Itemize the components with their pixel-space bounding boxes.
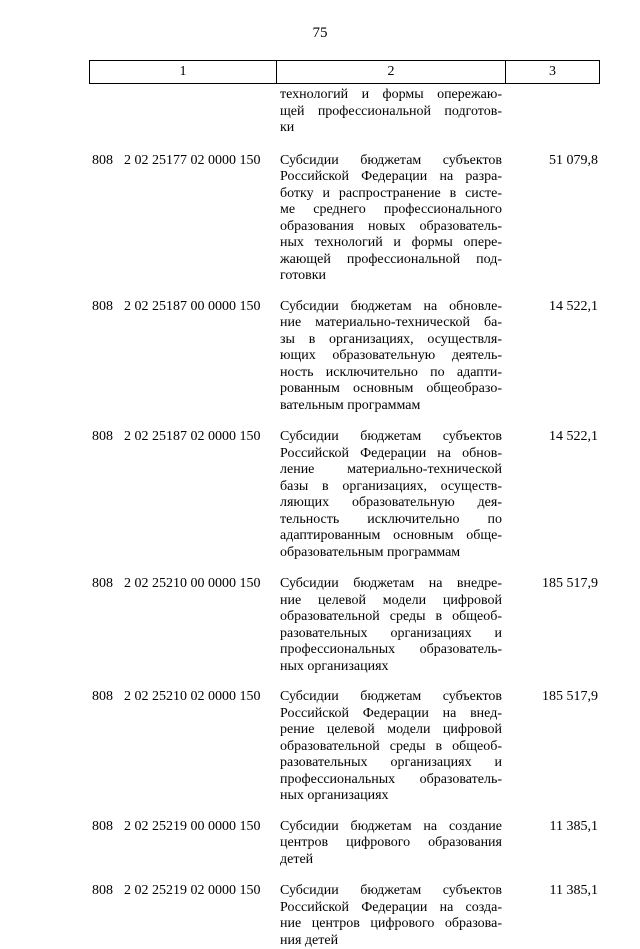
description-line: разовательных организациях и bbox=[280, 755, 502, 772]
row-description bbox=[280, 153, 502, 285]
admin-code: 808 bbox=[92, 819, 118, 836]
table-body bbox=[0, 87, 640, 949]
amount: 11 385,1 bbox=[550, 819, 598, 836]
description-line: Российской Федерации на разра- bbox=[280, 169, 502, 186]
continuation-description bbox=[280, 87, 502, 137]
description-line: базы в организациях, осуществ- bbox=[280, 479, 502, 496]
continuation-row bbox=[0, 87, 640, 137]
amount: 51 079,8 bbox=[549, 153, 598, 170]
table-row bbox=[0, 429, 640, 561]
description-line: рение целевой модели цифровой bbox=[280, 722, 502, 739]
description-line: Субсидии бюджетам на обновле- bbox=[280, 299, 502, 316]
admin-code: 808 bbox=[92, 689, 118, 706]
budget-code: 2 02 25210 00 0000 150 bbox=[124, 576, 276, 593]
row-description bbox=[280, 299, 502, 415]
description-line: разовательных организациях и bbox=[280, 626, 502, 643]
description-line: технологий и формы опережаю- bbox=[280, 87, 502, 104]
budget-code: 2 02 25187 02 0000 150 bbox=[124, 429, 276, 446]
admin-code: 808 bbox=[92, 576, 118, 593]
row-description bbox=[280, 883, 502, 949]
description-line: ных организациях bbox=[280, 788, 502, 805]
description-line: Субсидии бюджетам на создание bbox=[280, 819, 502, 836]
description-line: ние материально-технической ба- bbox=[280, 315, 502, 332]
amount: 185 517,9 bbox=[542, 689, 598, 706]
description-line: центров цифрового образования bbox=[280, 835, 502, 852]
admin-code: 808 bbox=[92, 153, 118, 170]
table-row bbox=[0, 576, 640, 675]
description-line: ных технологий и формы опере- bbox=[280, 235, 502, 252]
description-line: Субсидии бюджетам субъектов bbox=[280, 883, 502, 900]
description-line: ние центров цифрового образова- bbox=[280, 916, 502, 933]
budget-code: 2 02 25219 00 0000 150 bbox=[124, 819, 276, 836]
description-line: Российской Федерации на внед- bbox=[280, 706, 502, 723]
description-line: ния детей bbox=[280, 933, 502, 949]
description-line: зы в организациях, осуществля- bbox=[280, 332, 502, 349]
table-row bbox=[0, 299, 640, 415]
description-line: профессиональных образователь- bbox=[280, 772, 502, 789]
row-description bbox=[280, 429, 502, 561]
description-line: ных организациях bbox=[280, 659, 502, 676]
description-line: готовки bbox=[280, 268, 502, 285]
header-col-2: 2 bbox=[277, 61, 506, 83]
table-row bbox=[0, 689, 640, 805]
admin-code: 808 bbox=[92, 299, 118, 316]
description-line: тельность исключительно по bbox=[280, 512, 502, 529]
budget-code: 2 02 25210 02 0000 150 bbox=[124, 689, 276, 706]
description-line: щей профессиональной подготов- bbox=[280, 104, 502, 121]
row-description bbox=[280, 819, 502, 869]
amount: 14 522,1 bbox=[549, 429, 598, 446]
description-line: Субсидии бюджетам на внедре- bbox=[280, 576, 502, 593]
description-line: ность исключительно по адапти- bbox=[280, 365, 502, 382]
description-line: ление материально-технической bbox=[280, 462, 502, 479]
header-col-3: 3 bbox=[506, 61, 599, 83]
description-line: ляющих образовательную дея- bbox=[280, 495, 502, 512]
description-line: образовательной среды в общеоб- bbox=[280, 609, 502, 626]
description-line: Российской Федерации на созда- bbox=[280, 900, 502, 917]
description-line: вательным программам bbox=[280, 398, 502, 415]
description-line: Субсидии бюджетам субъектов bbox=[280, 153, 502, 170]
amount: 11 385,1 bbox=[550, 883, 598, 900]
table-row bbox=[0, 153, 640, 285]
description-line: образования новых образователь- bbox=[280, 219, 502, 236]
table-row bbox=[0, 819, 640, 869]
description-line: образовательным программам bbox=[280, 545, 502, 562]
description-line: жающей профессиональной под- bbox=[280, 252, 502, 269]
admin-code: 808 bbox=[92, 429, 118, 446]
description-line: рованным основным общеобразо- bbox=[280, 381, 502, 398]
description-line: детей bbox=[280, 852, 502, 869]
budget-code: 2 02 25187 00 0000 150 bbox=[124, 299, 276, 316]
description-line: адаптированным основным обще- bbox=[280, 528, 502, 545]
budget-code: 2 02 25177 02 0000 150 bbox=[124, 153, 276, 170]
table-row bbox=[0, 883, 640, 949]
amount: 14 522,1 bbox=[549, 299, 598, 316]
description-line: ботку и распространение в систе- bbox=[280, 186, 502, 203]
description-line: ние целевой модели цифровой bbox=[280, 593, 502, 610]
header-col-1: 1 bbox=[90, 61, 277, 83]
description-line: Российской Федерации на обнов- bbox=[280, 446, 502, 463]
admin-code: 808 bbox=[92, 883, 118, 900]
description-line: Субсидии бюджетам субъектов bbox=[280, 689, 502, 706]
description-line: профессиональных образователь- bbox=[280, 642, 502, 659]
budget-code: 2 02 25219 02 0000 150 bbox=[124, 883, 276, 900]
row-description bbox=[280, 576, 502, 675]
description-line: Субсидии бюджетам субъектов bbox=[280, 429, 502, 446]
description-line: образовательной среды в общеоб- bbox=[280, 739, 502, 756]
description-line: ки bbox=[280, 120, 502, 137]
description-line: ющих образовательную деятель- bbox=[280, 348, 502, 365]
table-header bbox=[89, 60, 600, 84]
row-description bbox=[280, 689, 502, 805]
page-number: 75 bbox=[0, 24, 640, 42]
description-line: ме среднего профессионального bbox=[280, 202, 502, 219]
amount: 185 517,9 bbox=[542, 576, 598, 593]
